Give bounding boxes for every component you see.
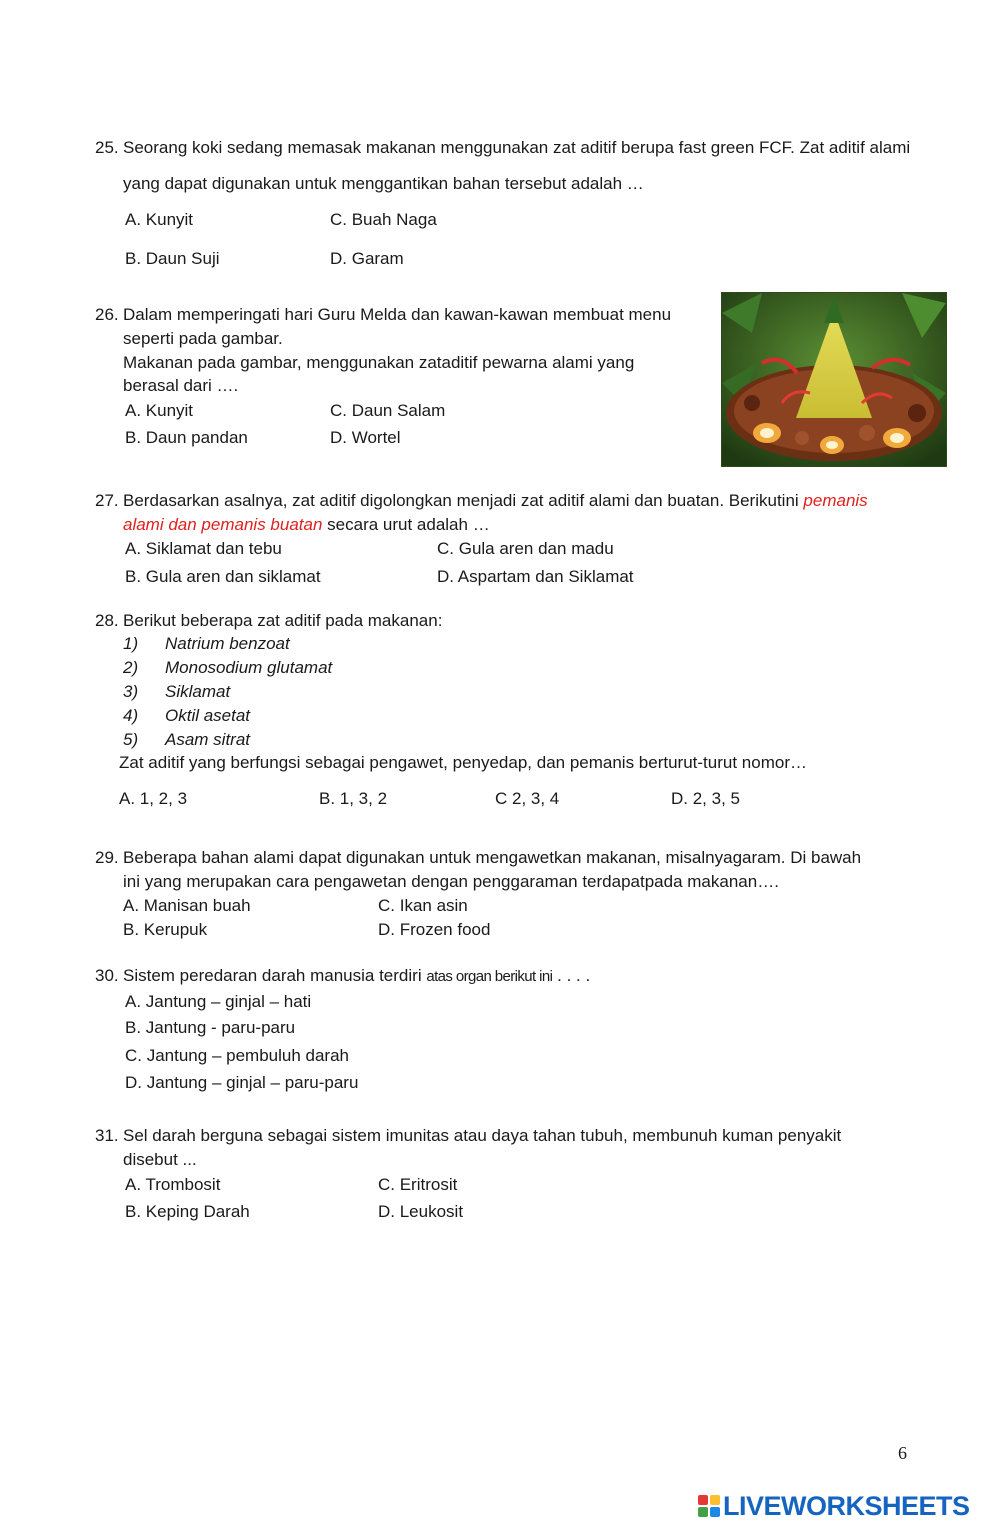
liveworksheets-grid-icon — [698, 1495, 720, 1517]
q28-option-b[interactable]: B. 1, 3, 2 — [319, 789, 388, 808]
q28-number: 28. — [95, 611, 119, 630]
q31-option-a[interactable]: A. Trombosit — [125, 1175, 221, 1194]
q25-option-b[interactable]: B. Daun Suji — [125, 249, 220, 268]
q30-option-c[interactable]: C. Jantung – pembuluh darah — [125, 1046, 349, 1065]
tumpeng-icon — [722, 293, 946, 466]
q30-question-ellipsis: . . . . — [552, 966, 591, 985]
q31-option-d[interactable]: D. Leukosit — [378, 1202, 464, 1221]
q26-option-c[interactable]: C. Daun Salam — [330, 401, 446, 420]
q25-question-line1: Seorang koki sedang memasak makanan menggunakan zat aditif berupa fast green FCF. Zat aditif alami — [123, 138, 911, 157]
q29-option-a[interactable]: A. Manisan buah — [123, 896, 251, 915]
q31-option-c[interactable]: C. Eritrosit — [378, 1175, 458, 1194]
q28-item-5-text: Asam sitrat — [165, 730, 251, 749]
q28-option-a[interactable]: A. 1, 2, 3 — [119, 789, 188, 808]
q27-number: 27. — [95, 491, 119, 510]
q28-option-d[interactable]: D. 2, 3, 5 — [671, 789, 740, 808]
liveworksheets-logo[interactable] — [698, 1489, 970, 1523]
q28-item-2-text: Monosodium glutamat — [165, 658, 333, 677]
q26-question-line3: Makanan pada gambar, menggunakan zataditif pewarna alami yang — [123, 353, 635, 372]
q25-number: 25. — [95, 138, 119, 157]
q27-question-line2 — [123, 514, 490, 536]
q30-question-text: Sistem peredaran darah manusia terdiri — [123, 966, 422, 985]
liveworksheets-brand-text: LIVEWORKSHEETS — [723, 1490, 970, 1521]
q29-option-b[interactable]: B. Kerupuk — [123, 920, 208, 939]
q29-question-line2: ini yang merupakan cara pengawetan dengan penggaraman terdapatpada makanan…. — [123, 872, 779, 891]
q26-option-d[interactable]: D. Wortel — [330, 428, 401, 447]
q27-question-line1-text: Berdasarkan asalnya, zat aditif digolongkan menjadi zat aditif alami dan buatan. Berikutini — [123, 491, 799, 510]
q28-item-5-number: 5) — [123, 730, 139, 749]
q30-question-condensed: atas organ berikut ini — [426, 968, 553, 985]
q28-item-4-text: Oktil asetat — [165, 706, 251, 725]
q25-question-line2: yang dapat digunakan untuk menggantikan bahan tersebut adalah … — [123, 174, 644, 193]
q28-item-2-number: 2) — [123, 658, 139, 677]
q26-question-line2: seperti pada gambar. — [123, 329, 283, 348]
q26-option-a[interactable]: A. Kunyit — [125, 401, 194, 420]
q28-prompt: Zat aditif yang berfungsi sebagai pengawet, penyedap, dan pemanis berturut-turut nomor… — [119, 753, 807, 772]
q28-option-c[interactable]: C 2, 3, 4 — [495, 789, 560, 808]
q28-question-line1: Berikut beberapa zat aditif pada makanan: — [123, 611, 443, 630]
q27-highlight-alami-buatan: alami dan pemanis buatan — [123, 515, 323, 534]
q27-option-a[interactable]: A. Siklamat dan tebu — [125, 539, 282, 558]
q29-option-c[interactable]: C. Ikan asin — [378, 896, 468, 915]
q25-option-c[interactable]: C. Buah Naga — [330, 210, 437, 229]
q27-question-line1 — [123, 490, 868, 512]
q29-number: 29. — [95, 848, 119, 867]
q28-item-3-number: 3) — [123, 682, 139, 701]
q28-item-1-number: 1) — [123, 634, 139, 653]
q27-option-c[interactable]: C. Gula aren dan madu — [437, 539, 614, 558]
q27-option-d[interactable]: D. Aspartam dan Siklamat — [437, 567, 634, 586]
q25-option-d[interactable]: D. Garam — [330, 249, 404, 268]
q27-highlight-pemanis: pemanis — [803, 491, 868, 510]
q27-option-b[interactable]: B. Gula aren dan siklamat — [125, 567, 321, 586]
q27-question-line2-text: secara urut adalah … — [327, 515, 490, 534]
q28-item-1-text: Natrium benzoat — [165, 634, 290, 653]
q31-question-line2: disebut ... — [123, 1150, 197, 1169]
q26-number: 26. — [95, 305, 119, 324]
q31-question-line1: Sel darah berguna sebagai sistem imunitas atau daya tahan tubuh, membunuh kuman penyakit — [123, 1126, 842, 1145]
q30-number: 30. — [95, 966, 119, 985]
q31-option-b[interactable]: B. Keping Darah — [125, 1202, 250, 1221]
q29-option-d[interactable]: D. Frozen food — [378, 920, 491, 939]
q26-question-line4: berasal dari …. — [123, 376, 239, 395]
q26-question-line1: Dalam memperingati hari Guru Melda dan kawan-kawan membuat menu — [123, 305, 672, 324]
page-number: 6 — [898, 1443, 907, 1463]
q28-item-3-text: Siklamat — [165, 682, 231, 701]
q30-option-d[interactable]: D. Jantung – ginjal – paru-paru — [125, 1073, 359, 1092]
q31-number: 31. — [95, 1126, 119, 1145]
q28-item-4-number: 4) — [123, 706, 139, 725]
q30-question-line1 — [123, 965, 590, 988]
q26-option-b[interactable]: B. Daun pandan — [125, 428, 248, 447]
q29-question-line1: Beberapa bahan alami dapat digunakan untuk mengawetkan makanan, misalnyagaram. Di bawah — [123, 848, 862, 867]
q30-option-a[interactable]: A. Jantung – ginjal – hati — [125, 992, 312, 1011]
tumpeng-photo — [721, 292, 947, 467]
q30-option-b[interactable]: B. Jantung - paru-paru — [125, 1018, 296, 1037]
q25-option-a[interactable]: A. Kunyit — [125, 210, 194, 229]
